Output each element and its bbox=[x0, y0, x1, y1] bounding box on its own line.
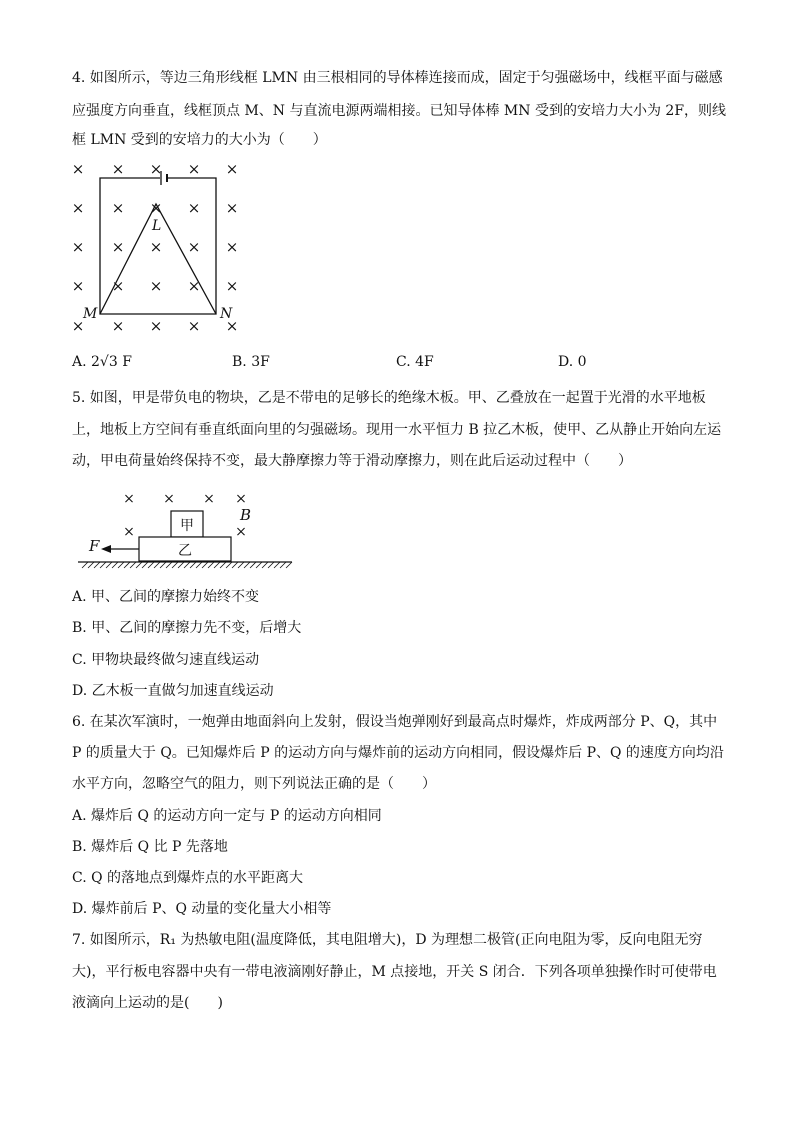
field-x-mark: × bbox=[111, 160, 125, 178]
field-x-mark: × bbox=[71, 160, 85, 178]
q4-figure-triangle-circuit bbox=[68, 158, 248, 340]
ground-hatching bbox=[82, 562, 292, 568]
vertex-label-l: L bbox=[152, 218, 162, 234]
q5-option-a[interactable]: A. 甲、乙间的摩擦力始终不变 bbox=[72, 589, 260, 605]
field-x-mark: × bbox=[71, 199, 85, 217]
field-x-mark: × bbox=[225, 199, 239, 217]
q6-line-3: 水平方向，忽略空气的阻力，则下列说法正确的是（ ） bbox=[72, 776, 436, 792]
q5-figure-blocks-in-field bbox=[78, 484, 298, 574]
q4-option-a[interactable]: A. 2√3 F bbox=[72, 354, 132, 370]
field-x-mark: × bbox=[149, 238, 163, 256]
vertex-label-n: N bbox=[220, 306, 233, 322]
field-x-mark: × bbox=[111, 238, 125, 256]
vertex-label-m: M bbox=[83, 306, 98, 322]
q6-option-b[interactable]: B. 爆炸后 Q 比 P 先落地 bbox=[72, 839, 228, 855]
field-x-mark: × bbox=[149, 160, 163, 178]
field-x-mark: × bbox=[187, 199, 201, 217]
field-x-mark: × bbox=[187, 317, 201, 335]
field-x-mark: × bbox=[71, 317, 85, 335]
q7-line-2: 大)，平行板电容器中央有一带电液滴刚好静止，M 点接地，开关 S 闭合．下列各项单独操作时可使带电 bbox=[72, 964, 717, 980]
field-x-mark: × bbox=[123, 524, 135, 540]
field-x-mark: × bbox=[149, 317, 163, 335]
q5-line-2: 上，地板上方空间有垂直纸面向里的匀强磁场。现用一水平恒力 B 拉乙木板，使甲、乙从静止开始向左运 bbox=[72, 422, 722, 438]
field-x-mark: × bbox=[187, 160, 201, 178]
field-x-mark: × bbox=[149, 199, 163, 217]
q6-option-a[interactable]: A. 爆炸后 Q 的运动方向一定与 P 的运动方向相同 bbox=[72, 808, 382, 824]
field-x-mark: × bbox=[123, 491, 135, 507]
field-x-mark: × bbox=[71, 277, 85, 295]
field-x-mark: × bbox=[187, 238, 201, 256]
q5-line-3: 动，甲电荷量始终保持不变，最大静摩擦力等于滑动摩擦力，则在此后运动过程中（ ） bbox=[72, 453, 632, 469]
q4-line-3: 框 LMN 受到的安培力的大小为（ ） bbox=[72, 132, 327, 148]
field-x-mark: × bbox=[225, 238, 239, 256]
q7-line-3: 液滴向上运动的是( ) bbox=[72, 995, 223, 1011]
q7-line-1: 7. 如图所示，R₁ 为热敏电阻(温度降低，其电阻增大)，D 为理想二极管(正向电阻为零，反向电阻无穷 bbox=[72, 932, 703, 948]
field-x-mark: × bbox=[111, 277, 125, 295]
q6-line-2: P 的质量大于 Q。已知爆炸后 P 的运动方向与爆炸前的运动方向相同，假设爆炸后 P、Q 的速度方向均沿 bbox=[72, 745, 724, 761]
field-x-mark: × bbox=[163, 491, 175, 507]
field-x-mark: × bbox=[225, 277, 239, 295]
field-x-mark: × bbox=[225, 160, 239, 178]
field-x-mark: × bbox=[187, 277, 201, 295]
field-x-mark: × bbox=[111, 199, 125, 217]
q4-option-d[interactable]: D. 0 bbox=[558, 354, 587, 370]
field-x-mark: × bbox=[71, 238, 85, 256]
q5-option-d[interactable]: D. 乙木板一直做匀加速直线运动 bbox=[72, 683, 274, 699]
field-label-b: B bbox=[240, 506, 252, 524]
q4-option-c[interactable]: C. 4F bbox=[396, 354, 434, 370]
q6-line-1: 6. 在某次军演时，一炮弹由地面斜向上发射，假设当炮弹刚好到最高点时爆炸，炸成两部分 P、Q，其中 bbox=[72, 714, 718, 730]
q4-line-1: 4. 如图所示，等边三角形线框 LMN 由三根相同的导体棒连接而成，固定于匀强磁场中，线框平面与磁感 bbox=[72, 70, 723, 86]
q5-line-1: 5. 如图，甲是带负电的物块，乙是不带电的足够长的绝缘木板。甲、乙叠放在一起置于光滑的水平地板 bbox=[72, 390, 706, 406]
q5-option-c[interactable]: C. 甲物块最终做匀速直线运动 bbox=[72, 652, 260, 668]
block-jia-label: 甲 bbox=[180, 518, 194, 534]
field-x-mark: × bbox=[111, 317, 125, 335]
field-x-mark: × bbox=[203, 491, 215, 507]
force-arrow-head bbox=[101, 545, 111, 553]
q4-option-b[interactable]: B. 3F bbox=[232, 354, 270, 370]
field-x-mark: × bbox=[225, 317, 239, 335]
field-x-mark: × bbox=[235, 524, 247, 540]
field-x-mark: × bbox=[235, 491, 247, 507]
q4-line-2: 应强度方向垂直，线框顶点 M、N 与直流电源两端相接。已知导体棒 MN 受到的安培力大小为 2F，则线 bbox=[72, 103, 727, 119]
q6-option-c[interactable]: C. Q 的落地点到爆炸点的水平距离大 bbox=[72, 870, 304, 886]
field-x-mark: × bbox=[149, 277, 163, 295]
q6-option-d[interactable]: D. 爆炸前后 P、Q 动量的变化量大小相等 bbox=[72, 901, 332, 917]
q5-option-b[interactable]: B. 甲、乙间的摩擦力先不变，后增大 bbox=[72, 620, 302, 636]
force-label-f: F bbox=[89, 537, 100, 555]
board-yi-label: 乙 bbox=[178, 543, 192, 559]
